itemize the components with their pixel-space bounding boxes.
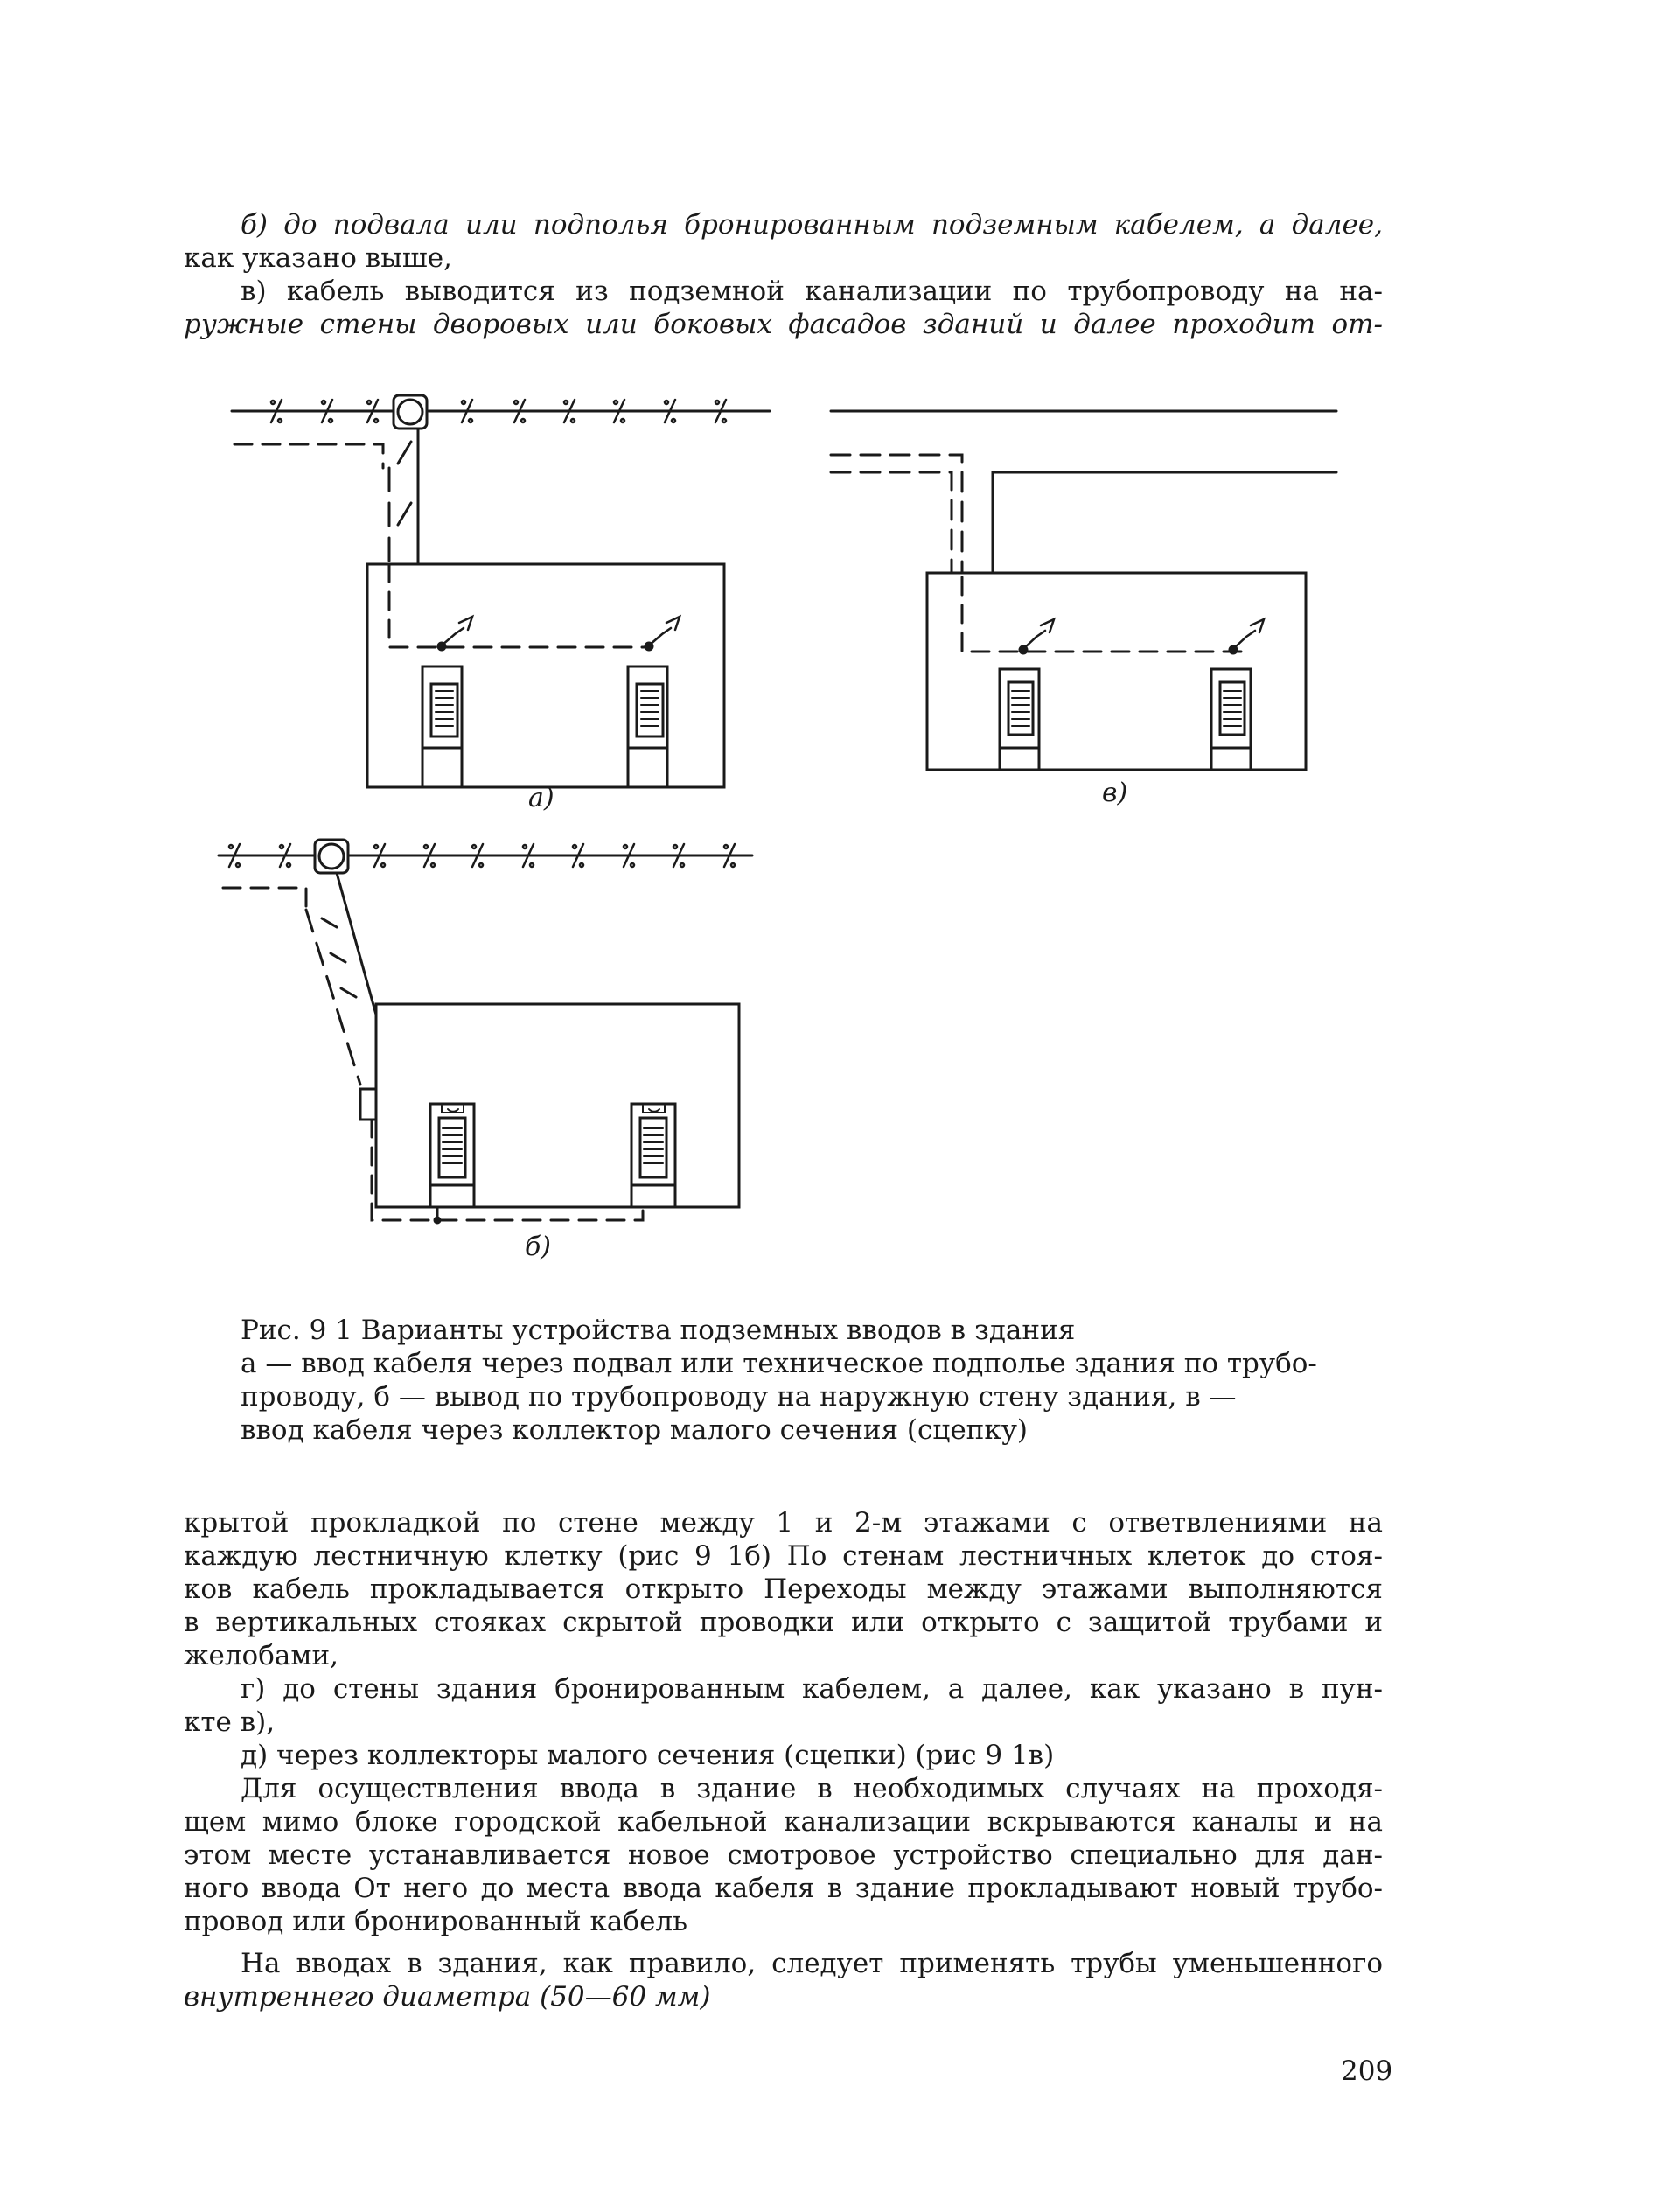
label-b: б) [525, 1232, 552, 1262]
top-text-line-1: б) до подвала или подполья бронированным подземным кабелем, а далее, [241, 209, 1383, 241]
label-v: в) [1102, 778, 1128, 808]
body-line-10: щем мимо блоке городской кабельной канализации вскрываются каналы и на [184, 1806, 1383, 1838]
page-number: 209 [1341, 2055, 1393, 2087]
figure-caption-title: Рис. 9 1 Варианты устройства подземных вводов в здания [241, 1315, 1076, 1346]
figure-caption-line-2: проводу, б — вывод по трубопроводу на наружную стену здания, в — [241, 1381, 1237, 1413]
body-line-9: Для осуществления ввода в здание в необходимых случаях на проходя- [241, 1773, 1383, 1804]
body-line-4: в вертикальных стояках скрытой проводки или открыто с защитой трубами и [184, 1607, 1383, 1638]
body-line-14: На вводах в здания, как правило, следует применять трубы уменьшенного [241, 1948, 1383, 1979]
body-line-6: г) до стены здания бронированным кабелем, а далее, как указано в пун- [241, 1673, 1383, 1705]
body-line-1: крытой прокладкой по стене между 1 и 2-м этажами с ответвлениями на [184, 1507, 1383, 1539]
diagram-a [232, 395, 770, 787]
body-line-5: желобами, [184, 1640, 338, 1671]
figure-caption-line-3: ввод кабеля через коллектор малого сечения (сцепку) [241, 1414, 1029, 1446]
diagram-b [219, 840, 752, 1223]
body-line-8: д) через коллекторы малого сечения (сцепки) (рис 9 1в) [241, 1740, 1055, 1771]
body-line-7: кте в), [184, 1706, 276, 1738]
body-line-12: ного ввода От него до места ввода кабеля в здание прокладывают новый трубо- [184, 1873, 1383, 1904]
body-line-3: ков кабель прокладывается открыто Переходы между этажами выполняются [184, 1574, 1383, 1605]
label-a: а) [528, 783, 554, 813]
body-line-15: внутреннего диаметра (50—60 мм) [184, 1981, 711, 2013]
body-line-13: провод или бронированный кабель [184, 1906, 687, 1937]
body-line-11: этом месте устанавливается новое смотровое устройство специально для дан- [184, 1839, 1383, 1871]
top-text-line-3: в) кабель выводится из подземной канализации по трубопроводу на на- [241, 276, 1383, 307]
diagram-v [831, 411, 1336, 770]
top-text-line-4: ружные стены дворовых или боковых фасадов зданий и далее проходит от- [184, 309, 1383, 340]
figure-caption-line-1: а — ввод кабеля через подвал или техническое подполье здания по трубо- [241, 1348, 1317, 1379]
body-line-2: каждую лестничную клетку (рис 9 1б) По стенам лестничных клеток до стоя- [184, 1540, 1383, 1572]
top-text-line-2: как указано выше, [184, 242, 452, 274]
